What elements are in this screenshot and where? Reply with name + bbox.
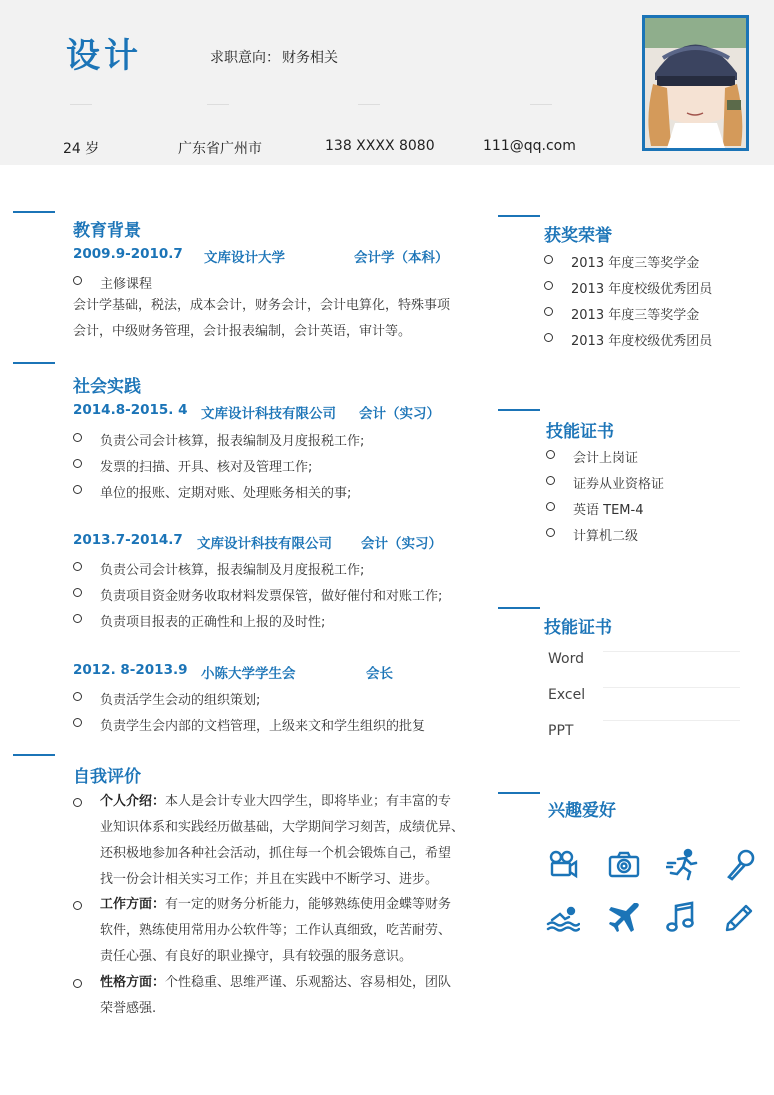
bullet-icon <box>544 255 553 264</box>
divider <box>603 720 740 721</box>
self-eval-title: 自我评价 <box>73 767 141 787</box>
music-note-icon <box>664 900 698 934</box>
email: 111@qq.com <box>483 138 576 154</box>
section-marker <box>13 211 55 213</box>
self-eval-item: 个人介绍：本人是会计专业大四学生，即将毕业；有丰富的专 业知识体系和实践经历做基础，大学期间学习刻苦，成绩优异、 还积极地参加各种社会活动，抓住每一个机会锻炼自己，希望 找一份会计相关实习工作；并且在实践中不断学习、进步。 <box>73 789 473 893</box>
divider <box>207 104 229 105</box>
bullet-icon <box>544 333 553 342</box>
candidate-name: 设计 <box>66 36 142 76</box>
hobbies-title: 兴趣爱好 <box>548 801 616 821</box>
phone: 138 XXXX 8080 <box>325 138 435 154</box>
divider <box>603 651 740 652</box>
awards-title: 获奖荣誉 <box>544 226 612 246</box>
job-intent <box>210 47 338 67</box>
section-marker <box>13 362 55 364</box>
practice-title: 社会实践 <box>73 377 141 397</box>
camera-icon <box>607 848 641 882</box>
bullet-icon <box>73 485 82 494</box>
divider <box>358 104 380 105</box>
divider <box>70 104 92 105</box>
running-icon <box>666 848 700 882</box>
section-marker <box>498 215 540 217</box>
section-marker <box>498 792 540 794</box>
skill-excel: Excel <box>548 687 586 703</box>
education-school: 文库设计大学 <box>204 250 285 266</box>
bullet-icon <box>73 562 82 571</box>
section-marker <box>498 409 540 411</box>
section-marker <box>13 754 55 756</box>
skills-title: 技能证书 <box>544 618 612 638</box>
section-marker <box>498 607 540 609</box>
bullet-icon <box>546 476 555 485</box>
bullet-icon <box>73 588 82 597</box>
divider <box>603 687 740 688</box>
microphone-icon <box>724 848 758 882</box>
education-period: 2009.9-2010.7 <box>73 246 183 262</box>
bullet-icon <box>546 528 555 537</box>
bullet-icon <box>73 433 82 442</box>
bullet-icon <box>73 692 82 701</box>
job-intent-label: 求职意向： <box>210 50 280 66</box>
bullet-icon <box>73 459 82 468</box>
certs-title: 技能证书 <box>546 422 614 442</box>
airplane-icon <box>607 900 641 934</box>
bullet-icon <box>546 450 555 459</box>
bullet-icon <box>546 502 555 511</box>
self-eval-item: 性格方面：个性稳重、思维严谨、乐观豁达、容易相处，团队 荣誉感强. <box>73 970 473 1022</box>
bullet-icon <box>73 276 82 285</box>
divider <box>530 104 552 105</box>
bullet-icon <box>544 307 553 316</box>
age: 24 岁 <box>63 141 100 157</box>
bullet-icon <box>544 281 553 290</box>
bullet-icon <box>73 798 82 807</box>
location: 广东省广州市 <box>178 141 262 157</box>
education-major: 会计学（本科） <box>354 250 449 266</box>
bullet-icon <box>73 718 82 727</box>
bullet-icon <box>73 979 82 988</box>
video-camera-icon <box>546 848 580 882</box>
courses-text: 会计学基础，税法，成本会计，财务会计，会计电算化，特殊事项 会计，中级财务管理，会计报表编制，会计英语，审计等。 <box>73 298 451 339</box>
education-title: 教育背景 <box>73 221 141 241</box>
swimming-icon <box>546 900 580 934</box>
self-eval-item: 工作方面：有一定的财务分析能力，能够熟练使用金蝶等财务 软件，熟练使用常用办公软件等；工作认真细致，吃苦耐劳、 责任心强、有良好的职业操守，具有较强的服务意识。 <box>73 892 473 970</box>
skill-ppt: PPT <box>548 723 574 739</box>
job-intent-value: 财务相关 <box>282 50 338 66</box>
bullet-icon <box>73 614 82 623</box>
profile-photo <box>642 15 749 151</box>
pencil-icon <box>722 900 756 934</box>
bullet-icon <box>73 901 82 910</box>
skill-word: Word <box>548 651 584 667</box>
